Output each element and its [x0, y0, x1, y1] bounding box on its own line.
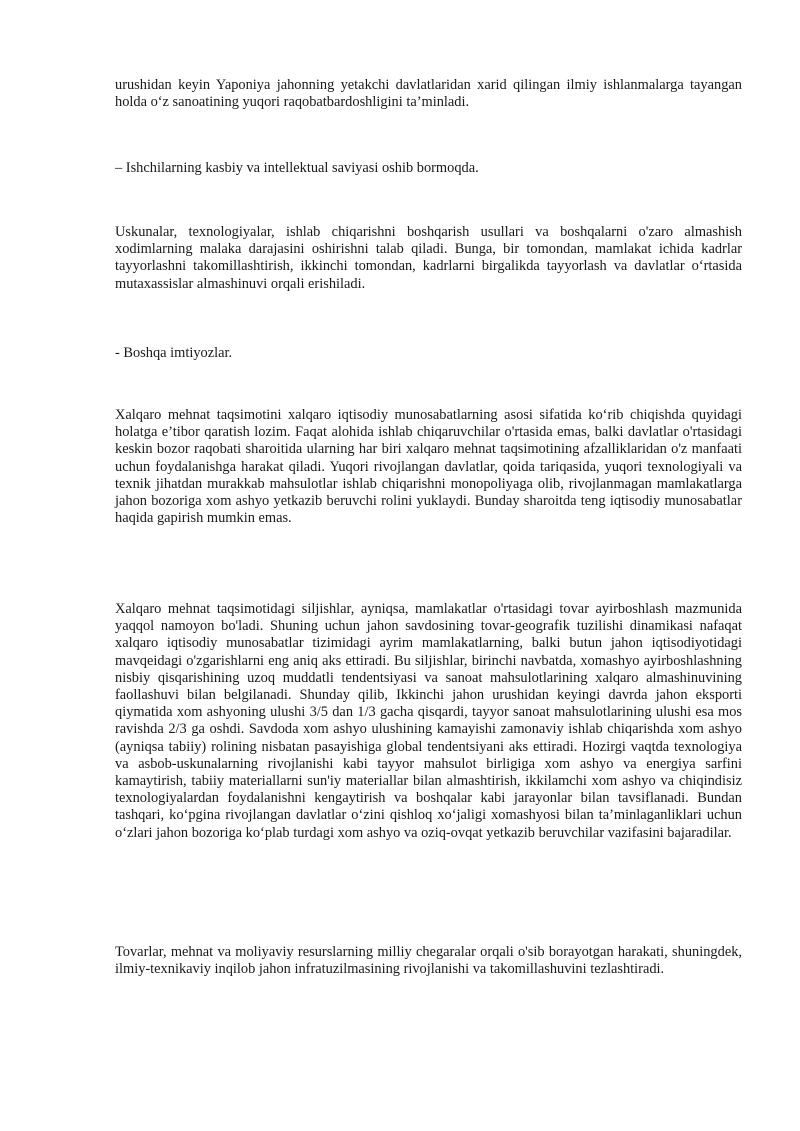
paragraph-equipment-exchange: Uskunalar, texnologiyalar, ishlab chiqarishni boshqarish usullari va boshqalarni o'zaro almashish xodimlarning malaka darajasini oshirishni talab qiladi. Bunga, bir tomondan, mamlakat ichida kadrlar tayyorlashni takomillashtirish, ikkinchi tomondan, kadrlarni birgalikda tayyorlash va davlatlar o‘rtasida mutaxassislar almashinuvi orqali erishiladi. — [115, 224, 742, 292]
paragraph-workers-skills: – Ishchilarning kasbiy va intellektual saviyasi oshib bormoqda. — [115, 160, 479, 176]
paragraph-japan-industry: urushidan keyin Yaponiya jahonning yetakchi davlatlaridan xarid qilingan ilmiy ishlanmalarga tayangan holda o‘z sanoatining yuqori raqobatbardoshligini ta’minladi. — [115, 77, 742, 111]
paragraph-other-benefits: - Boshqa imtiyozlar. — [115, 345, 233, 361]
paragraph-infrastructure: Tovarlar, mehnat va moliyaviy resurslarning milliy chegaralar orqali o'sib borayotgan harakati, shuningdek, ilmiy-texnikaviy inqilob jahon infratuzilmasining rivojlanishi va takomillashuvini tezlashtiradi. — [115, 944, 742, 978]
paragraph-trade-shifts: Xalqaro mehnat taqsimotidagi siljishlar, ayniqsa, mamlakatlar o'rtasidagi tovar ayirboshlash mazmunida yaqqol namoyon bo'ladi. Shuning uchun jahon savdosining tovar-geografik tuzilishi dinamikasi nafaqat xalqaro iqtisodiy munosabatlar tizimidagi ayrim mamlakatlarning, balki butun jahon iqtisodiyotidagi mavqeidagi o'zgarishlarni eng aniq aks ettiradi. Bu siljishlar, birinchi navbatda, xomashyo ayirboshlashning nisbiy qisqarishining uzoq muddatli tendentsiyasi va sanoat mahsulotlarining xalqaro almashinuvining faollashuvi bilan belgilanadi. Shunday qilib, Ikkinchi jahon urushidan keyingi davrda jahon eksporti qiymatida xom ashyoning ulushi 3/5 dan 1/3 gacha qisqardi, tayyor sanoat mahsulotlarining ulushi esa mos ravishda 2/3 ga oshdi. Savdoda xom ashyo ulushining kamayishi zamonaviy ishlab chiqarishda xom ashyo (ayniqsa tabiiy) rolining nisbatan pasayishiga global tendentsiyani aks ettiradi. Hozirgi vaqtda texnologiya va asbob-uskunalarning rivojlanishi kabi tayyor mahsulot birligiga xom ashyo va energiya sarfini kamaytirish, tabiiy materiallarni sun'iy materiallar bilan almashtirish, ikkilamchi xom ashyo va chiqindisiz texnologiyalardan foydalanishni kengaytirish va boshqalar kabi jarayonlar bilan tavsiflanadi. Bundan tashqari, ko‘pgina rivojlangan davlatlar o‘zini qishloq xo‘jaligi xomashyosi bilan ta’minlaganliklari uchun o‘zlari jahon bozoriga ko‘plab turdagi xom ashyo va oziq-ovqat yetkazib beruvchilar vazifasini bajaradilar. — [115, 601, 742, 841]
paragraph-international-labor-division: Xalqaro mehnat taqsimotini xalqaro iqtisodiy munosabatlarning asosi sifatida ko‘rib chiqishda quyidagi holatga e’tibor qaratish lozim. Faqat alohida ishlab chiqaruvchilar o'rtasida emas, balki davlatlar o'rtasidagi keskin bozor raqobati sharoitida ularning har biri xalqaro mehnat taqsimotining afzalliklaridan o'z manfaati uchun foydalanishga harakat qiladi. Yuqori rivojlangan davlatlar, qoida tariqasida, yuqori texnologiyali va texnik jihatdan murakkab mahsulotlar ishlab chiqarishni monopoliyaga olib, rivojlanmagan mamlakatlarga jahon bozoriga xom ashyo yetkazib beruvchi rolini yuklaydi. Bunday sharoitda teng iqtisodiy munosabatlar haqida gapirish mumkin emas. — [115, 407, 742, 527]
